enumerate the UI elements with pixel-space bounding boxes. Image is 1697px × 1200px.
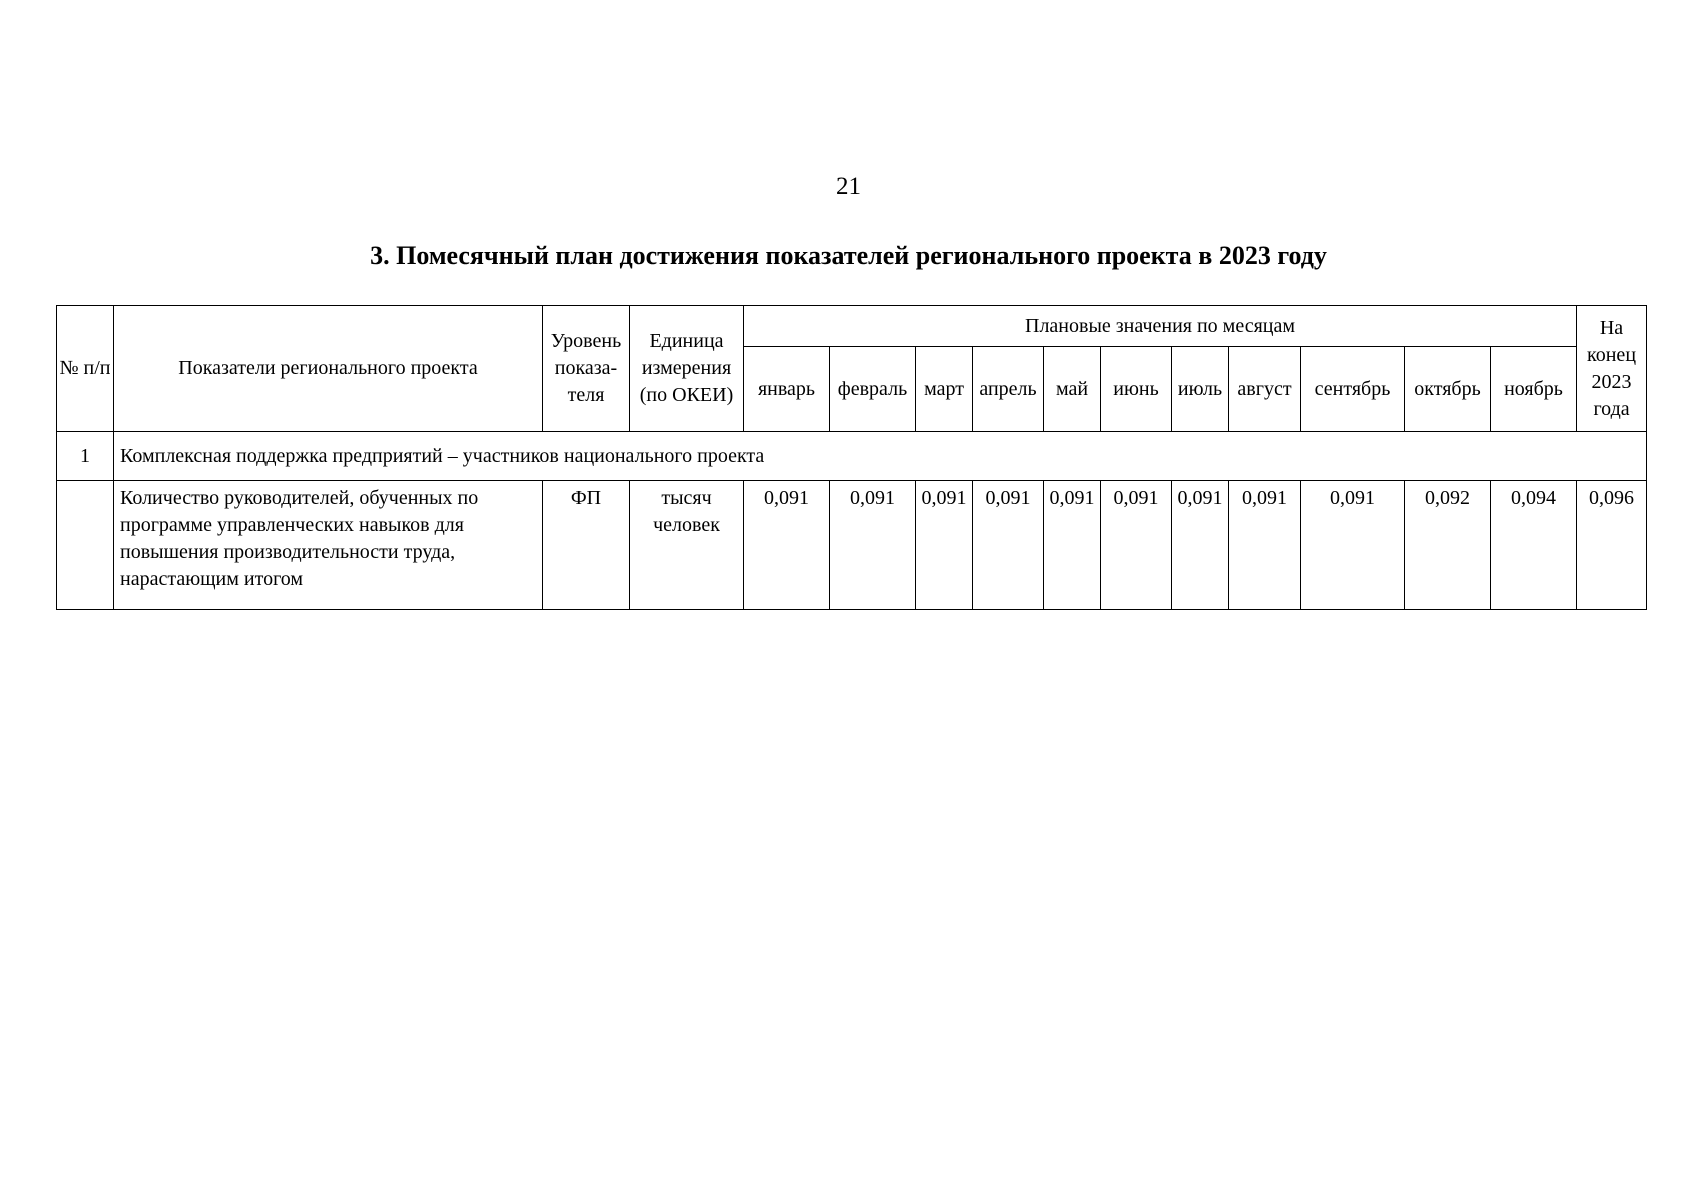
monthly-plan-table (56, 305, 1647, 610)
monthly-value: 0,091 (1044, 481, 1101, 610)
section-title: Комплексная поддержка предприятий – участников национального проекта (114, 432, 1647, 481)
indicator-number (57, 481, 114, 610)
document-title: 3. Помесячный план достижения показателей регионального проекта в 2023 году (370, 241, 1327, 270)
header-month: февраль (830, 347, 916, 432)
monthly-value: 0,091 (973, 481, 1044, 610)
monthly-value: 0,091 (744, 481, 830, 610)
end-of-year-value: 0,096 (1577, 481, 1647, 610)
header-month: ноябрь (1491, 347, 1577, 432)
header-indicator-name: Показатели регионального проекта (114, 306, 543, 432)
header-month: октябрь (1405, 347, 1491, 432)
header-num: № п/п (57, 306, 114, 432)
monthly-value: 0,094 (1491, 481, 1577, 610)
monthly-value: 0,091 (1172, 481, 1229, 610)
indicator-unit: тысяч человек (630, 481, 744, 610)
header-month: сентябрь (1301, 347, 1405, 432)
monthly-value: 0,091 (1229, 481, 1301, 610)
header-monthly-values: Плановые значения по месяцам (744, 306, 1577, 347)
header-month: август (1229, 347, 1301, 432)
header-row-1 (57, 306, 1647, 347)
header-month: январь (744, 347, 830, 432)
section-number: 1 (57, 432, 114, 481)
header-month: май (1044, 347, 1101, 432)
monthly-value: 0,091 (916, 481, 973, 610)
header-level: Уровень показа-теля (543, 306, 630, 432)
monthly-value: 0,091 (830, 481, 916, 610)
section-row (57, 432, 1647, 481)
monthly-value: 0,092 (1405, 481, 1491, 610)
header-end-of-year: На конец 2023 года (1577, 306, 1647, 432)
header-month: апрель (973, 347, 1044, 432)
header-unit: Единица измерения (по ОКЕИ) (630, 306, 744, 432)
indicator-level: ФП (543, 481, 630, 610)
header-month: июнь (1101, 347, 1172, 432)
header-month: июль (1172, 347, 1229, 432)
monthly-value: 0,091 (1101, 481, 1172, 610)
indicator-name: Количество руководителей, обученных по программе управленческих навыков для повышения производительности труда, нарастающим итогом (114, 481, 543, 610)
page-number: 21 (836, 173, 861, 200)
monthly-value: 0,091 (1301, 481, 1405, 610)
table-row (57, 481, 1647, 610)
header-month: март (916, 347, 973, 432)
